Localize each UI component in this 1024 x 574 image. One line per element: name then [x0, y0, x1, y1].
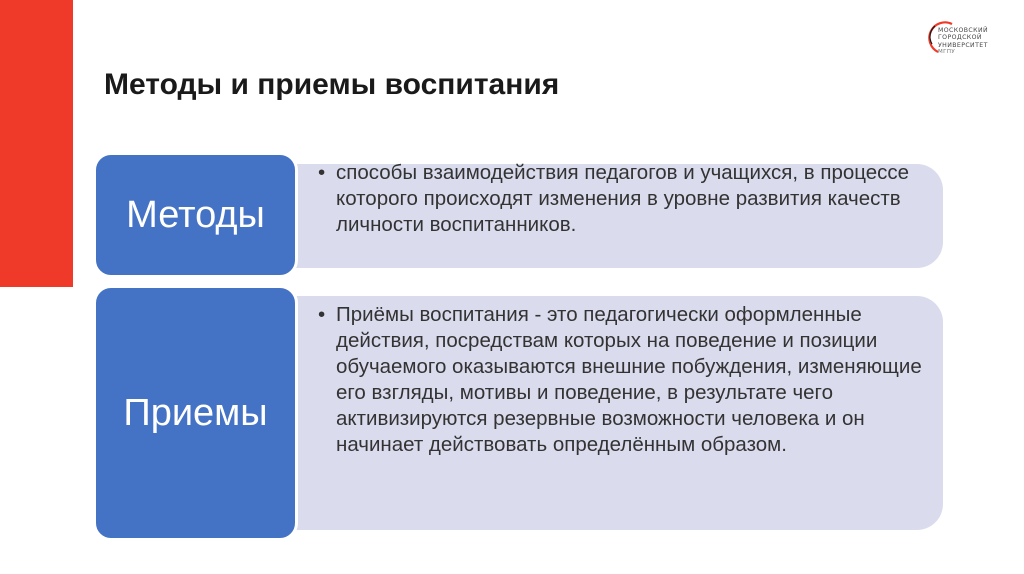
logo-text	[938, 27, 988, 57]
label-box-methods	[93, 152, 298, 278]
bullet: •	[318, 303, 326, 326]
description-panel-methods	[296, 161, 943, 268]
logo-line-4: МГПУ	[938, 49, 956, 56]
label-box-techniques	[93, 285, 298, 541]
logo-line-2: ГОРОДСКОЙ	[938, 34, 982, 42]
label-methods: Методы	[126, 193, 265, 236]
page-title: Методы и приемы воспитания	[104, 68, 560, 101]
logo-line-3: УНИВЕРСИТЕТ	[938, 41, 988, 49]
description-panel-techniques	[296, 296, 943, 530]
bullet: •	[318, 161, 326, 184]
description-text-methods: способы взаимодействия педагогов и учащихся, в процессе которого происходят изменения в уровне развития качеств личности воспитанников.	[336, 161, 910, 236]
label-techniques: Приемы	[123, 391, 268, 434]
university-logo	[928, 18, 1008, 70]
accent-bar	[0, 0, 73, 287]
description-text-techniques: Приёмы воспитания - это педагогически оформленные действия, посредствам которых на поведение и позиции обучаемого оказываются внешние побуждения, изменяющие его взгляды, мотивы и поведение, в результате чего активизируются резервные возможности человека и он начинает действовать определённым образом.	[336, 303, 922, 456]
logo-line-1: МОСКОВСКИЙ	[938, 27, 989, 34]
